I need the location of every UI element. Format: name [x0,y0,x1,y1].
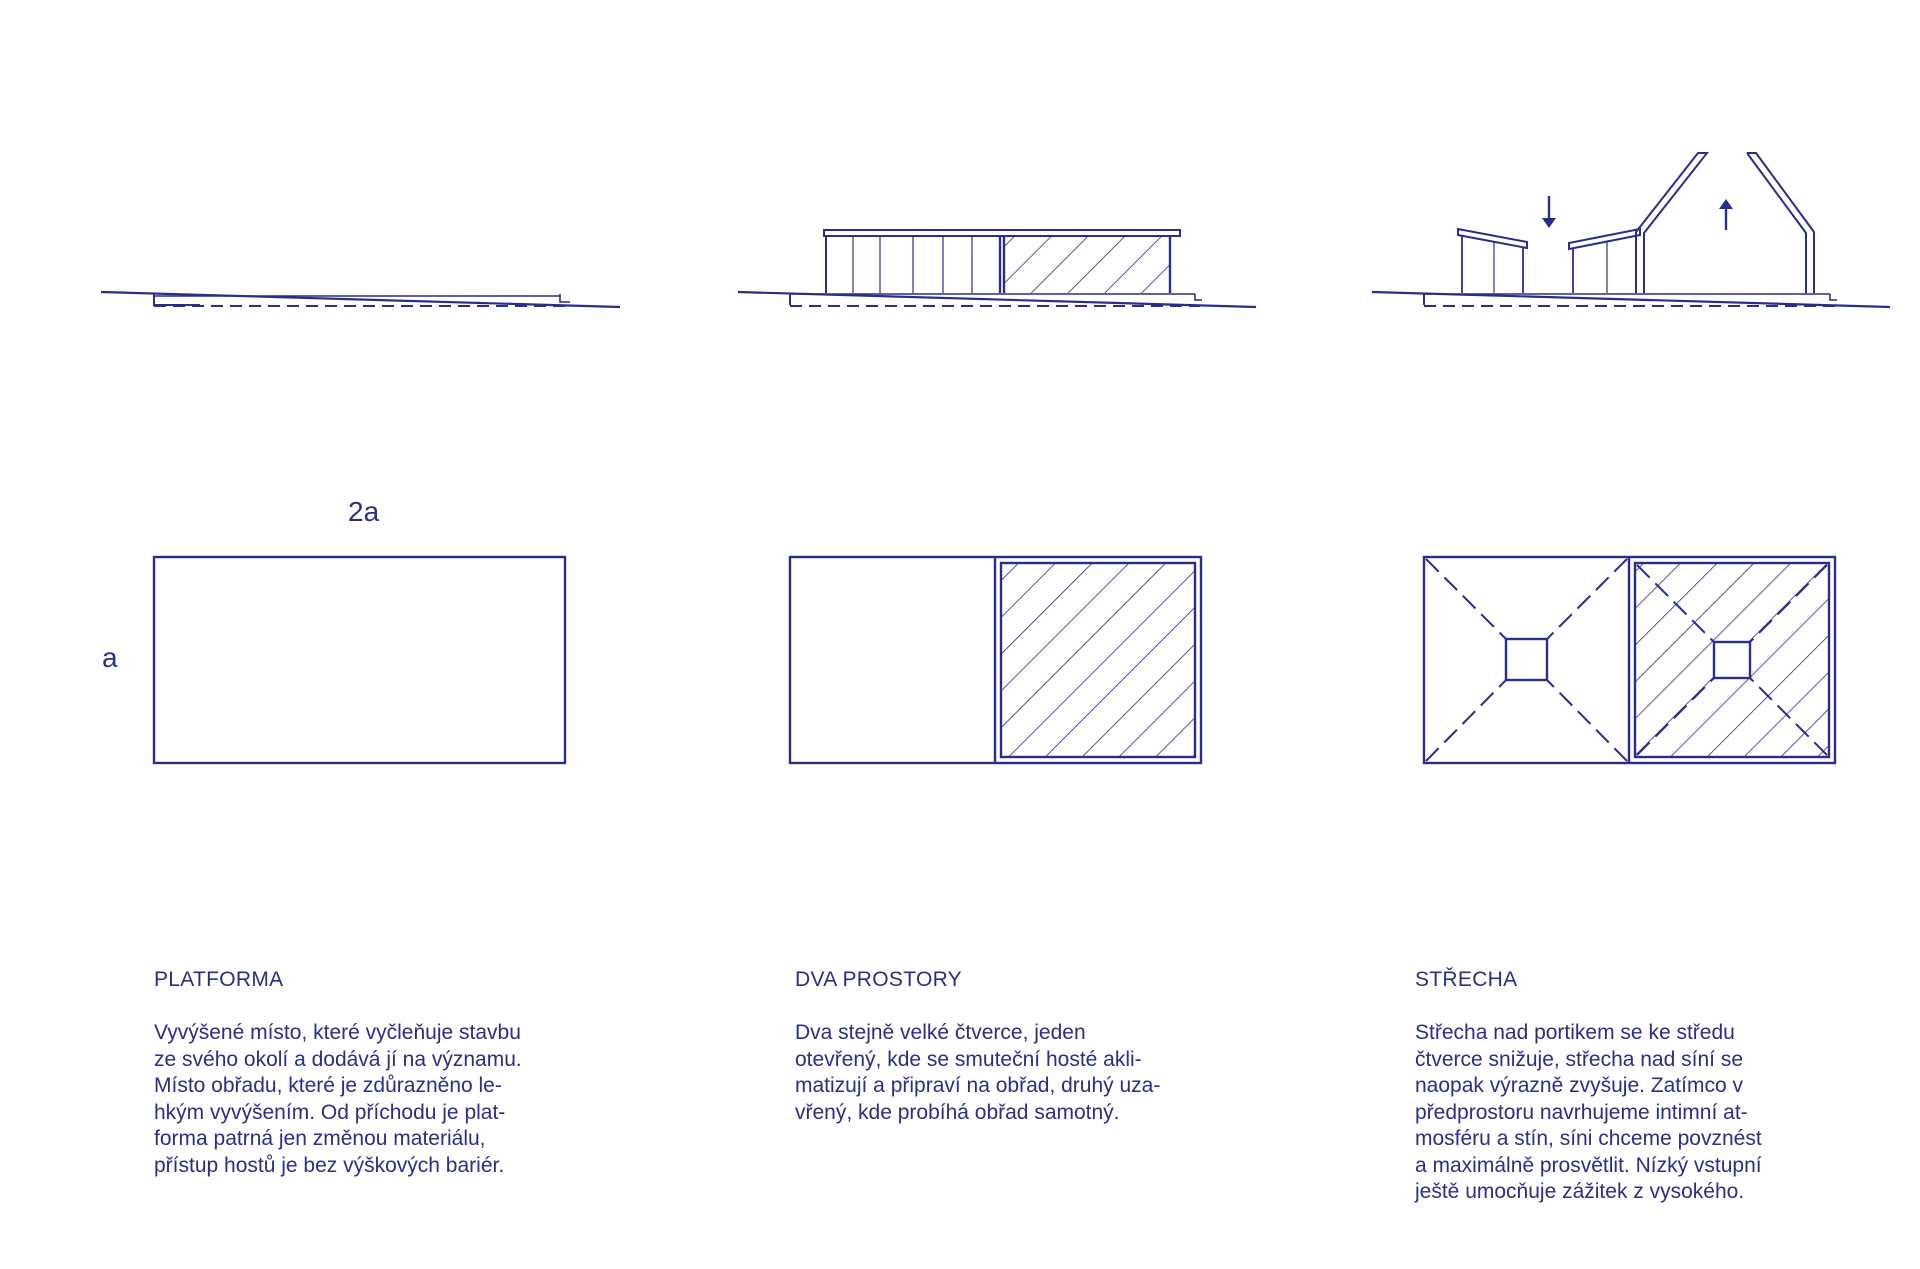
roof-body [1415,1020,1855,1206]
dimension-short-side: a [102,642,118,673]
platform-title: PLATFORMA [154,968,284,991]
roof-description [1415,968,1855,1206]
platform-body [154,1020,594,1179]
text-line: Střecha nad portikem se ke středu [1415,1021,1735,1044]
roof-elevation [1372,153,1890,307]
two-spaces-description [795,968,1235,1126]
text-line: čtverce snižuje, střecha nad síní se [1415,1047,1743,1071]
roof-plan [1424,557,1835,763]
text-line: mosféru a stín, síni chceme povznést [1415,1127,1762,1150]
platform-plan [154,557,565,763]
text-line: přístup hostů je bez výškových bariér. [154,1153,505,1177]
platform-elevation [101,292,620,307]
text-line: Dva stejně velké čtverce, jeden [795,1021,1086,1044]
text-line: Místo obřadu, které je zdůrazněno le- [154,1074,502,1097]
text-line: hkým vyvýšením. Od příchodu je plat- [154,1100,506,1124]
platform-description [154,968,594,1179]
text-line: Vyvýšené místo, které vyčleňuje stavbu [154,1021,521,1044]
two-spaces-elevation [738,230,1256,307]
text-line: vřený, kde probíhá obřad samotný. [795,1100,1120,1124]
text-line: otevřený, kde se smuteční hosté akli- [795,1047,1142,1071]
two-spaces-plan [790,557,1201,763]
two-spaces-body [795,1020,1235,1126]
text-line: a maximálně prosvětlit. Nízký vstupní [1415,1153,1762,1177]
roof-title: STŘECHA [1415,968,1518,991]
dimension-long-side: 2a [348,496,380,527]
text-line: předprostoru navrhujeme intimní at- [1415,1100,1748,1124]
two-spaces-title: DVA PROSTORY [795,968,962,991]
text-line: ze svého okolí a dodává jí na významu. [154,1047,522,1071]
text-line: ještě umocňuje zážitek z vysokého. [1415,1180,1745,1203]
text-line: naopak výrazně zvyšuje. Zatímco v [1415,1074,1743,1097]
text-line: forma patrná jen změnou materiálu, [154,1127,486,1150]
text-line: matizují a připraví na obřad, druhý uza- [795,1074,1161,1097]
